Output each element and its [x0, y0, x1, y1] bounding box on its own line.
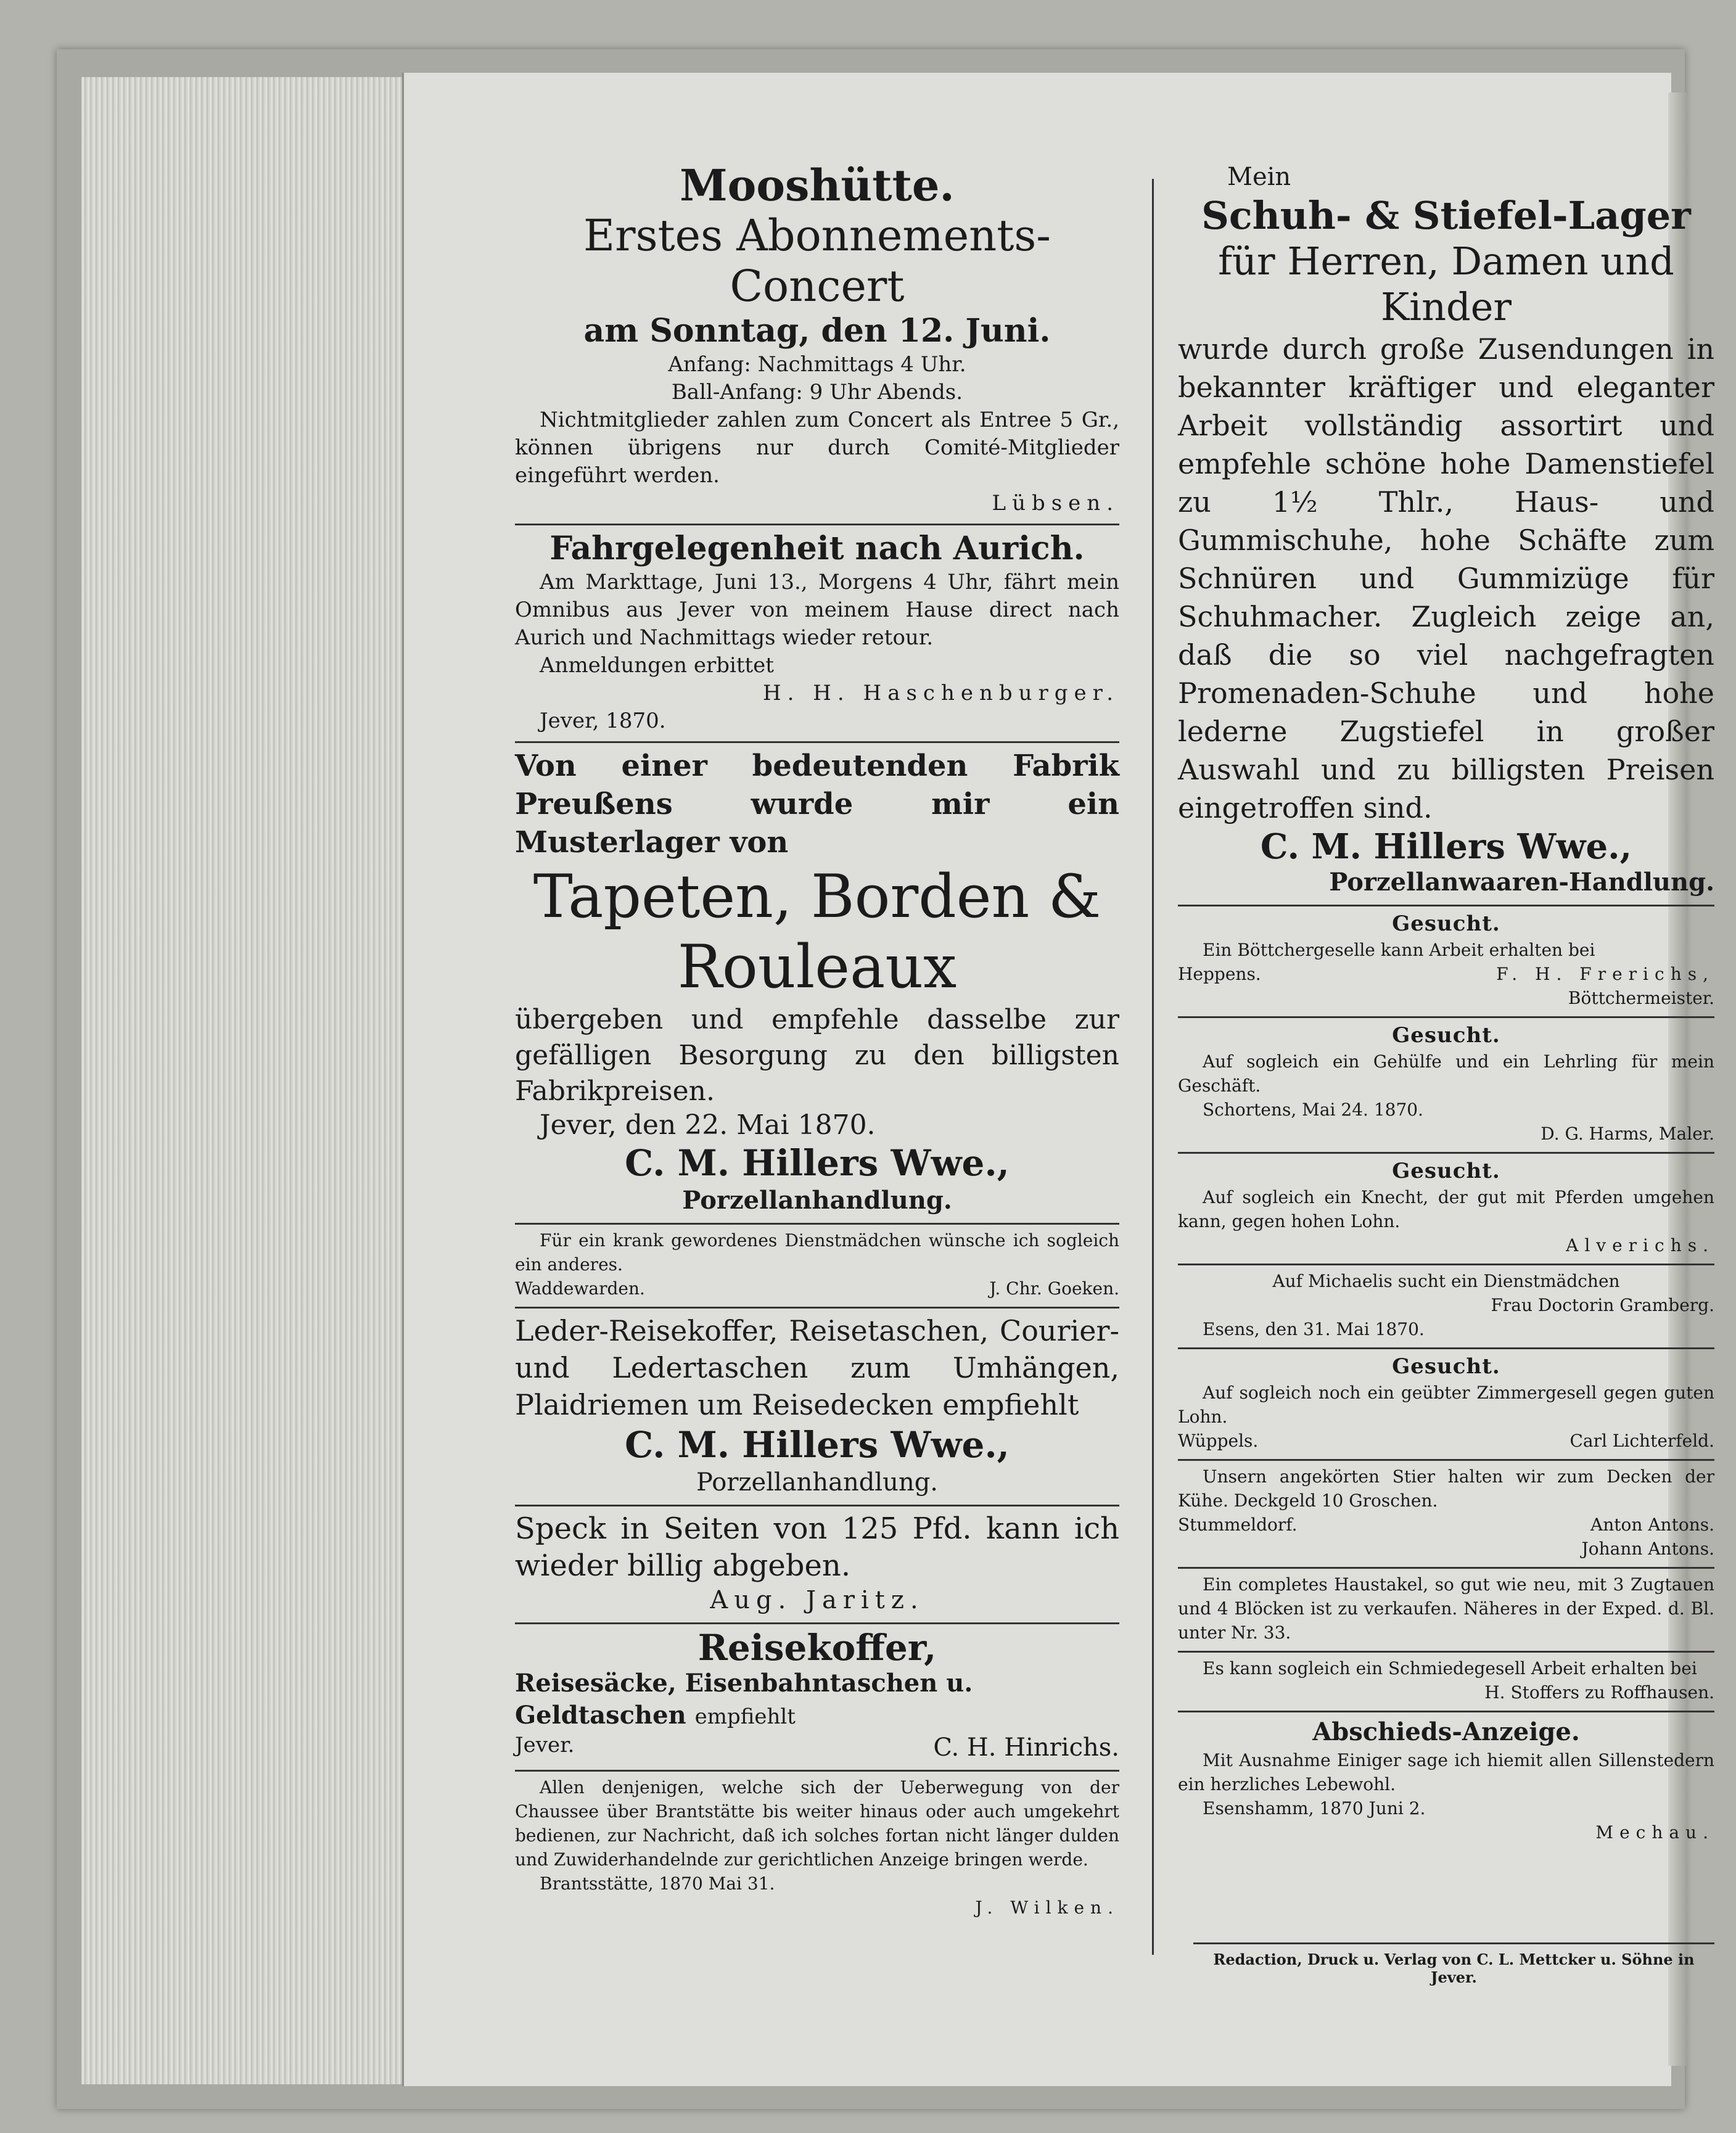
ad-intro: Mein: [1227, 163, 1291, 191]
ad-firm-sub: Porzellanwaaren-Handlung.: [1329, 868, 1714, 897]
ad-reisekoffer: [515, 1624, 1119, 1772]
ad-signature: Frau Doctorin Gramberg.: [1491, 1295, 1714, 1315]
ad-signature: D. G. Harms, Maler.: [1541, 1124, 1714, 1144]
ad-title: Fahrgelegenheit nach Aurich.: [549, 530, 1085, 567]
ad-place: Jever, 1870.: [540, 709, 666, 733]
ad-signature: Mechau.: [1595, 1822, 1714, 1843]
left-column: [515, 157, 1119, 1926]
ad-place: Waddewarden.: [515, 1278, 645, 1299]
ad-body: Unsern angekörten Stier halten wir zum Decken der Kühe. Deckgeld 10 Groschen.: [1178, 1466, 1714, 1511]
ad-title: Mooshütte.: [680, 160, 955, 211]
ad-signature: Lübsen.: [992, 491, 1119, 516]
ad-body: Es kann sogleich ein Schmiedegesell Arbeit erhalten bei: [1203, 1658, 1697, 1679]
ad-signature: H. H. Haschenburger.: [763, 681, 1119, 705]
ad-signature: Anton Antons.: [1590, 1514, 1714, 1535]
ad-heading: Gesucht.: [1392, 1023, 1500, 1048]
ad-date: Brantsstätte, 1870 Mai 31.: [540, 1873, 775, 1894]
ad-heading: Gesucht.: [1392, 1354, 1500, 1379]
right-column: [1178, 157, 1714, 1851]
ad-body: übergeben und empfehle dasselbe zur gefälligen Besorgung zu den billigsten Fabrikpreisen.: [515, 1004, 1119, 1107]
ad-subtitle: Erstes Abonnements-Concert: [583, 210, 1051, 311]
ad-sig-row: [515, 1276, 1119, 1301]
ad-gesucht-2: [1178, 1018, 1714, 1154]
ad-gesucht-4: [1178, 1349, 1714, 1461]
ad-body: wurde durch große Zusendungen in bekannter kräftiger und eleganter Arbeit vollständig assortirt und empfehle schöne hohe Damenstiefel zu 1½ Thlr., Haus- und Gummischuhe, hohe Schäfte zum Schnüren und Gummizüge für Schuhmacher. Zugleich zeige an, daß die so viel nachgefragten Promenaden-Schuhe und hohe lederne Zugstiefel in großer Auswahl und zu billigsten Preisen eingetroffen sind.: [1178, 332, 1714, 824]
ad-title: Tapeten, Borden &: [533, 862, 1101, 931]
ad-heading: Gesucht.: [1392, 1159, 1500, 1183]
ad-firm: C. M. Hillers Wwe.,: [625, 1424, 1010, 1466]
ad-place: Jever.: [515, 1733, 575, 1757]
ad-abschied: [1178, 1712, 1714, 1851]
ad-firm: C. M. Hillers Wwe.,: [1260, 826, 1632, 867]
ad-signature: Carl Lichterfeld.: [1569, 1431, 1714, 1451]
ad-firm-sub: Porzellanhandlung.: [696, 1468, 939, 1497]
ad-body: Ein completes Haustakel, so gut wie neu, mit 3 Zugtauen und 4 Blöcken ist zu verkaufen. Näheres in der Exped. d. Bl. unter Nr. 33.: [1178, 1574, 1714, 1643]
ad-firm-sub: Porzellanhandlung.: [682, 1186, 952, 1215]
ad-heading: Abschieds-Anzeige.: [1312, 1717, 1580, 1746]
ad-michaelis: [1178, 1265, 1714, 1349]
ad-body: Auf sogleich ein Gehülfe und ein Lehrling für mein Geschäft.: [1178, 1051, 1714, 1096]
ad-line: Anmeldungen erbittet: [540, 653, 774, 678]
ad-gesucht-1: [1178, 906, 1714, 1018]
ad-body: Reisesäcke, Eisenbahntaschen u. Geldtaschen empfiehlt: [515, 1669, 973, 1730]
ad-signature: J. Chr. Goeken.: [989, 1278, 1119, 1299]
ad-sig-row: [1178, 962, 1714, 986]
ad-place: Wüppels.: [1178, 1431, 1259, 1451]
column-rule: [1152, 179, 1154, 1955]
ad-sig-row: [515, 1732, 1119, 1764]
ad-body: Speck in Seiten von 125 Pfd. kann ich wieder billig abgeben.: [515, 1511, 1119, 1583]
ad-leder: [515, 1309, 1119, 1506]
ad-gesucht-3: [1178, 1154, 1714, 1265]
ad-body: Auf sogleich ein Knecht, der gut mit Pferden umgehen kann, gegen hohen Lohn.: [1178, 1187, 1714, 1231]
ad-heading: Gesucht.: [1392, 911, 1500, 936]
ad-body: Am Markttage, Juni 13., Morgens 4 Uhr, fährt mein Omnibus aus Jever von meinem Hause direct nach Aurich und Nachmittags wieder retour.: [515, 570, 1119, 650]
ad-title: Rouleaux: [677, 932, 957, 1001]
ad-intro: Von einer bedeutenden Fabrik Preußens wurde mir ein Musterlager von: [515, 749, 1119, 860]
ad-title: für Herren, Damen und: [1218, 239, 1674, 284]
ad-line: Ball-Anfang: 9 Uhr Abends.: [671, 380, 963, 405]
ad-chaussee: [515, 1772, 1119, 1926]
ad-date: Schortens, Mai 24. 1870.: [1203, 1099, 1423, 1120]
ad-signature: Johann Antons.: [1581, 1539, 1714, 1559]
ad-schuh-lager: [1178, 157, 1714, 906]
ad-title: Reisekoffer,: [697, 1627, 937, 1669]
ad-signature: H. Stoffers zu Roffhausen.: [1484, 1682, 1714, 1703]
ad-tapeten: [515, 743, 1119, 1225]
ad-sig-row: [1178, 1513, 1714, 1537]
ad-place: Stummeldorf.: [1178, 1514, 1298, 1535]
ad-body: Auf Michaelis sucht ein Dienstmädchen: [1272, 1271, 1620, 1291]
ad-date: am Sonntag, den 12. Juni.: [583, 312, 1051, 350]
ad-fahrgelegenheit: [515, 525, 1119, 743]
ad-body: Allen denjenigen, welche sich der Ueberwegung von der Chaussee über Brantstätte bis weiter hinaus oder auch umgekehrt bedienen, zur Nachricht, daß ich solches fortan nicht länger dulden und Zuwiderhandelnde zur gerichtlichen Anzeige bringen werde.: [515, 1777, 1119, 1870]
ad-signature: C. H. Hinrichs.: [933, 1733, 1119, 1762]
ad-place: Heppens.: [1178, 964, 1261, 984]
ad-signature-title: Böttchermeister.: [1568, 988, 1714, 1008]
ad-line: Anfang: Nachmittags 4 Uhr.: [668, 352, 966, 377]
ad-signature: J. Wilken.: [975, 1897, 1119, 1918]
ad-dienstmaedchen: [515, 1225, 1119, 1309]
ad-date: Jever, den 22. Mai 1870.: [540, 1109, 876, 1141]
ad-title: Schuh- & Stiefel-Lager: [1201, 193, 1691, 238]
imprint-footer: Redaction, Druck u. Verlag von C. L. Mettcker u. Söhne in Jever.: [1193, 1942, 1714, 1986]
ad-body: Leder-Reisekoffer, Reisetaschen, Courier- und Ledertaschen zum Umhängen, Plaidriemen um Reisedecken empfiehlt: [515, 1314, 1119, 1421]
ad-signature: Alverichs.: [1566, 1235, 1714, 1256]
ad-sig-row: [1178, 1429, 1714, 1453]
ad-date: Esens, den 31. Mai 1870.: [1203, 1319, 1425, 1339]
ad-signature: Aug. Jaritz.: [710, 1586, 924, 1614]
ad-date: Esenshamm, 1870 Juni 2.: [1203, 1798, 1426, 1819]
ad-body: Nichtmitglieder zahlen zum Concert als Entree 5 Gr., können übrigens nur durch Comité-Mitglieder eingeführt werden.: [515, 408, 1119, 488]
ad-body: Ein Böttchergeselle kann Arbeit erhalten bei: [1203, 940, 1595, 960]
ad-mooshuette: [515, 157, 1119, 525]
ad-signature: F. H. Frerichs,: [1496, 964, 1714, 984]
page-edges: [81, 77, 403, 2084]
ad-body: Auf sogleich noch ein geübter Zimmergesell gegen guten Lohn.: [1178, 1383, 1714, 1427]
ad-firm: C. M. Hillers Wwe.,: [625, 1142, 1010, 1184]
ad-body: Mit Ausnahme Einiger sage ich hiemit allen Sillenstedern ein herzliches Lebewohl.: [1178, 1750, 1714, 1794]
ad-haustakel: [1178, 1569, 1714, 1653]
ad-body: Für ein krank gewordenes Dienstmädchen wünsche ich sogleich ein anderes.: [515, 1230, 1119, 1275]
ad-title: Kinder: [1380, 284, 1512, 329]
ad-stier: [1178, 1461, 1714, 1569]
ad-schmiedegesell: [1178, 1653, 1714, 1712]
ad-speck: [515, 1506, 1119, 1624]
